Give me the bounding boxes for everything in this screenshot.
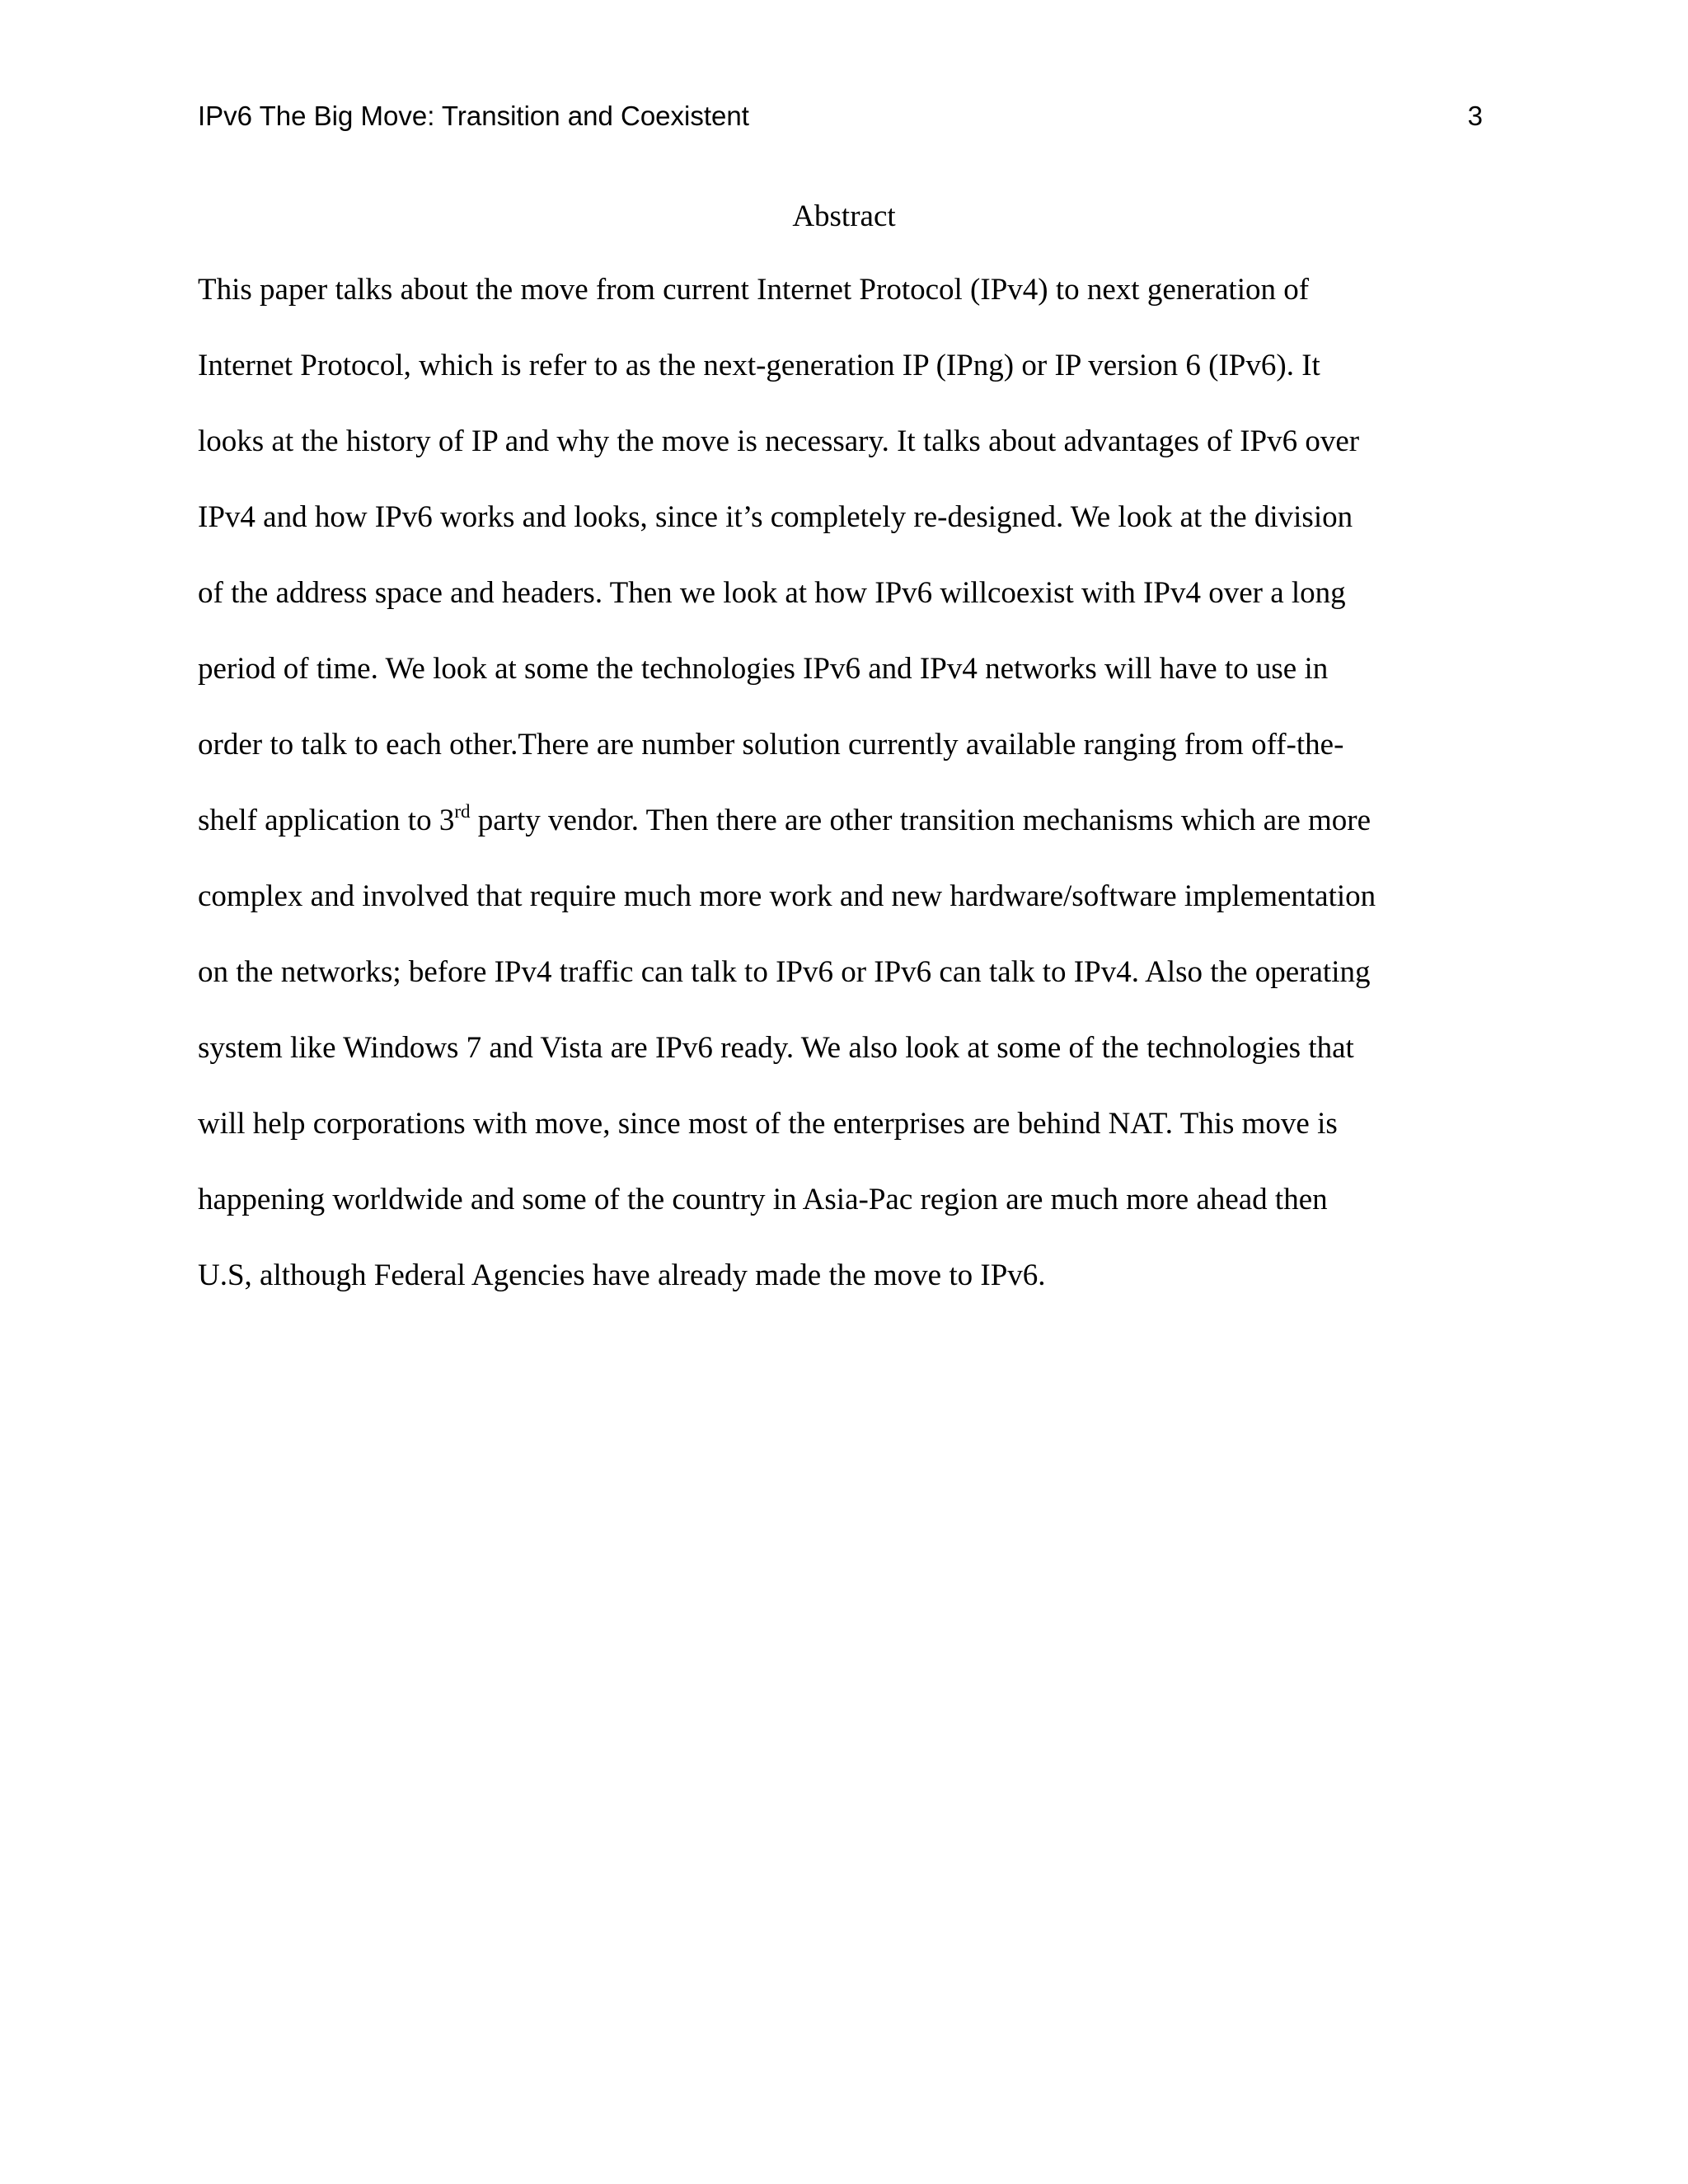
- abstract-line: Internet Protocol, which is refer to as the next-generation IP (IPng) or IP version 6 (IPv6). It: [198, 349, 1320, 382]
- abstract-line: order to talk to each other.There are number solution currently available ranging from off-the-: [198, 728, 1344, 762]
- abstract-line: complex and involved that require much more work and new hardware/software implementation: [198, 879, 1376, 913]
- abstract-line: looks at the history of IP and why the move is necessary. It talks about advantages of IPv6 over: [198, 424, 1360, 458]
- abstract-line: will help corporations with move, since most of the enterprises are behind NAT. This move is: [198, 1107, 1338, 1141]
- abstract-heading: Abstract: [792, 199, 896, 233]
- abstract-line: U.S, although Federal Agencies have already made the move to IPv6.: [198, 1258, 1046, 1292]
- page-number: 3: [1467, 101, 1483, 131]
- running-head: IPv6 The Big Move: Transition and Coexistent: [198, 101, 749, 131]
- ordinal-superscript: rd: [454, 801, 471, 822]
- abstract-line: on the networks; before IPv4 traffic can talk to IPv6 or IPv6 can talk to IPv4. Also the operating: [198, 955, 1371, 989]
- abstract-line: happening worldwide and some of the country in Asia-Pac region are much more ahead then: [198, 1183, 1328, 1216]
- abstract-line: IPv4 and how IPv6 works and looks, since it’s completely re-designed. We look at the division: [198, 500, 1353, 534]
- abstract-body: [198, 265, 1484, 1327]
- line-text-before: shelf application to 3: [198, 804, 455, 837]
- abstract-line: of the address space and headers. Then we look at how IPv6 willcoexist with IPv4 over a long: [198, 576, 1346, 610]
- abstract-line: system like Windows 7 and Vista are IPv6 ready. We also look at some of the technologies that: [198, 1031, 1354, 1065]
- line-text-after: party vendor. Then there are other transition mechanisms which are more: [470, 804, 1372, 837]
- abstract-line-superscript: [198, 796, 1484, 872]
- abstract-line: period of time. We look at some the technologies IPv6 and IPv4 networks will have to use in: [198, 652, 1329, 686]
- abstract-line: This paper talks about the move from current Internet Protocol (IPv4) to next generation of: [198, 273, 1310, 307]
